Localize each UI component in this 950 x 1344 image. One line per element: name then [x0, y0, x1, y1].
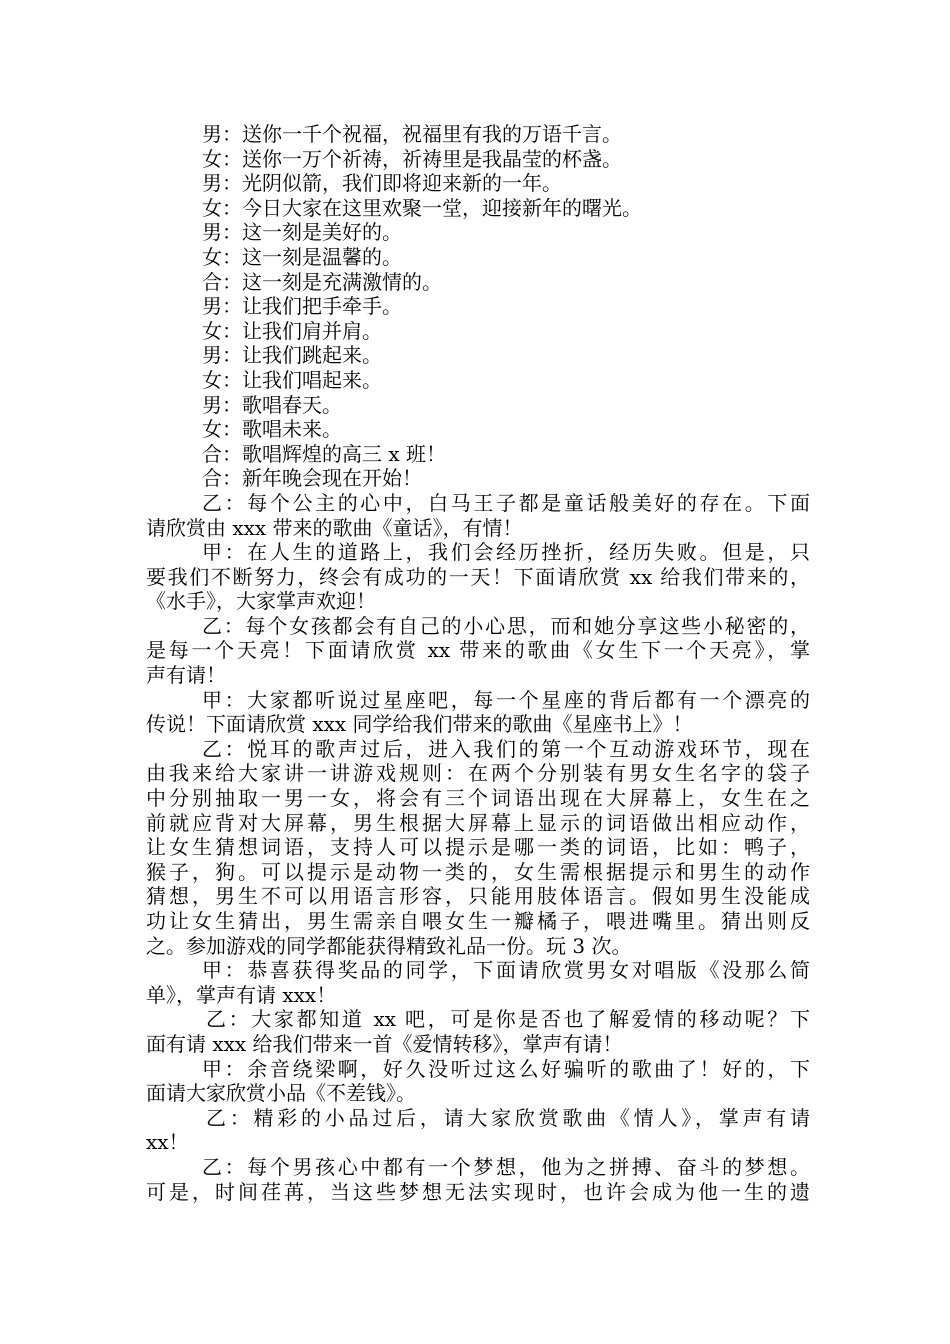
- text-line: 功让女生猜出，男生需亲自喂女生一瓣橘子，喂进嘴里。猜出则反: [146, 909, 810, 933]
- text-line: 单》，掌声有请 xxx！: [146, 982, 337, 1007]
- text-line: 甲：在人生的道路上，我们会经历挫折，经历失败。但是，只: [202, 540, 810, 565]
- text-line: 女：这一刻是温馨的。: [202, 244, 402, 269]
- text-line: xx！: [146, 1130, 189, 1155]
- text-line: 女：歌唱未来。: [202, 417, 342, 442]
- text-line: 乙：每个公主的心中，白马王子都是童话般美好的存在。下面: [202, 490, 810, 515]
- text-line: 女：送你一万个祈祷，祈祷里是我晶莹的杯盏。: [202, 146, 622, 171]
- text-line: 甲：恭喜获得奖品的同学，下面请欣赏男女对唱版《没那么简: [202, 958, 810, 983]
- text-line: 声有请！: [146, 663, 226, 688]
- text-line: 男：让我们把手牵手。: [202, 294, 402, 319]
- text-line: 面请大家欣赏小品《不差钱》。: [146, 1081, 416, 1106]
- text-line: 男：送你一千个祝福，祝福里有我的万语千言。: [202, 122, 622, 146]
- text-line: 请欣赏由 xxx 带来的歌曲《童话》，有情！: [146, 515, 523, 540]
- text-line: 要我们不断努力，终会有成功的一天！下面请欣赏 xx 给我们带来的，: [146, 564, 810, 589]
- text-line: 乙：大家都知道 xx 吧，可是你是否也了解爱情的移动呢？下: [206, 1007, 810, 1032]
- text-line: 男：让我们跳起来。: [202, 343, 382, 368]
- text-line: 猜想，男生不可以用语言形容，只能用肢体语言。假如男生没能成: [146, 884, 810, 909]
- text-line: 传说！下面请欣赏 xxx 同学给我们带来的歌曲《星座书上》！: [146, 712, 693, 737]
- text-line: 猴子，狗。可以提示是动物一类的，女生需根据提示和男生的动作: [146, 859, 810, 884]
- text-line: 由我来给大家讲一讲游戏规则：在两个分别装有男女生名字的袋子: [146, 761, 810, 786]
- text-line: 乙：每个女孩都会有自己的小心思，而和她分享这些小秘密的，: [202, 613, 810, 638]
- text-line: 可是，时间荏苒，当这些梦想无法实现时，也许会成为他一生的遗: [146, 1179, 810, 1204]
- text-line: 面有请 xxx 给我们带来一首《爱情转移》，掌声有请！: [146, 1031, 623, 1056]
- text-line: 女：让我们肩并肩。: [202, 318, 382, 343]
- text-line: 男：歌唱春天。: [202, 392, 342, 417]
- text-line: 甲：余音绕梁啊，好久没听过这么好骗听的歌曲了！好的，下: [202, 1056, 810, 1081]
- text-line: 甲：大家都听说过星座吧，每一个星座的背后都有一个漂亮的: [202, 687, 810, 712]
- text-line: 《水手》，大家掌声欢迎！: [146, 589, 376, 614]
- text-line: 乙：每个男孩心中都有一个梦想，他为之拼搏、奋斗的梦想。: [202, 1154, 810, 1179]
- text-line: 合：新年晚会现在开始！: [202, 466, 422, 491]
- text-line: 中分别抽取一男一女，将会有三个词语出现在大屏幕上，女生在之: [146, 786, 810, 811]
- text-line: 乙：悦耳的歌声过后，进入我们的第一个互动游戏环节，现在: [202, 736, 810, 761]
- text-line: 合：歌唱辉煌的高三 x 班！: [202, 441, 446, 466]
- text-line: 男：这一刻是美好的。: [202, 220, 402, 245]
- text-line: 是每一个天亮！下面请欣赏 xx 带来的歌曲《女生下一个天亮》，掌: [146, 638, 810, 663]
- text-line: 合：这一刻是充满激情的。: [202, 269, 442, 294]
- text-line: 女：今日大家在这里欢聚一堂，迎接新年的曙光。: [202, 195, 642, 220]
- text-line: 乙：精彩的小品过后，请大家欣赏歌曲《情人》，掌声有请: [206, 1105, 810, 1130]
- text-line: 男：光阴似箭，我们即将迎来新的一年。: [202, 171, 562, 196]
- text-line: 前就应背对大屏幕，男生根据大屏幕上显示的词语做出相应动作，: [146, 810, 810, 835]
- text-line: 让女生猜想词语，支持人可以提示是哪一类的词语，比如：鸭子，: [146, 835, 810, 860]
- text-line: 之。参加游戏的同学都能获得精致礼品一份。玩 3 次。: [146, 933, 632, 958]
- document-body: [146, 122, 810, 1204]
- text-line: 女：让我们唱起来。: [202, 367, 382, 392]
